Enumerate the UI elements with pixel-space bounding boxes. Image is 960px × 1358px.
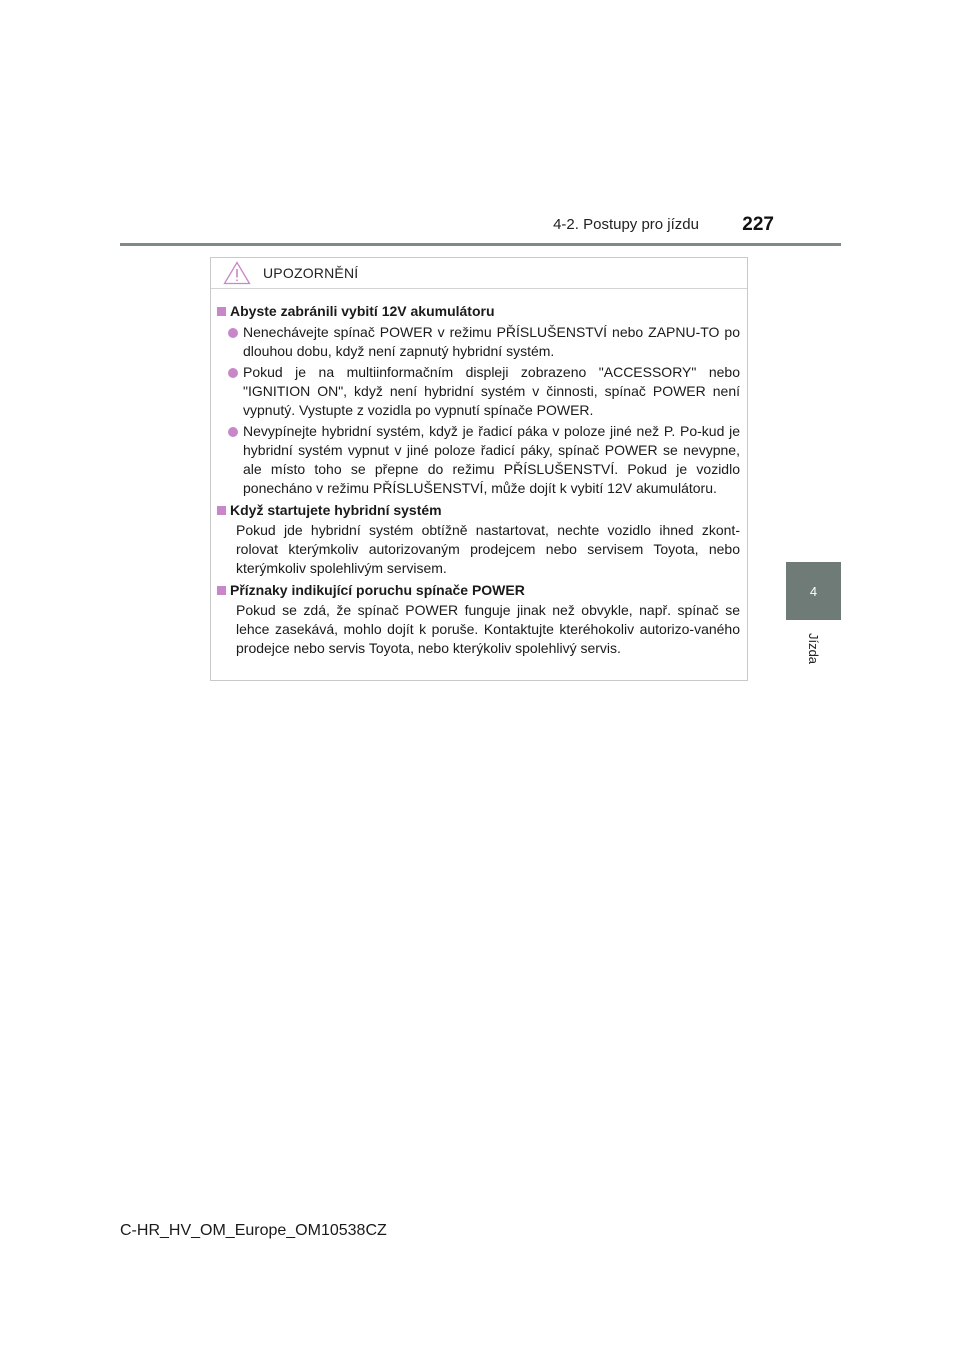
chapter-label-text: Jízda	[805, 632, 821, 664]
round-bullet-icon	[228, 328, 238, 338]
header-rule	[120, 243, 841, 246]
warning-body	[211, 289, 747, 658]
document-code: C-HR_HV_OM_Europe_OM10538CZ	[120, 1222, 387, 1239]
chapter-tab	[786, 562, 841, 620]
section-text: Pokud jde hybridní systém obtížně nastartovat, nechte vozidlo ihned zkont-rolovat kterýmkoliv autorizovaným prodejcem nebo servisem Toyota, nebo kterýmkoliv spolehlivým servisem.	[236, 522, 740, 576]
list-item: Nevypínejte hybridní systém, když je řadicí páka v poloze jiné než P. Po-kud je hybridní systém vypnut v jiné poloze řadicí páky, spínač POWER se nevypne, ale místo toho se přepne do režimu PŘÍSLUŠENSTVÍ. Pokud je vozidlo ponecháno v režimu PŘÍSLUŠENSTVÍ, může dojít k vybití 12V akumulátoru.	[217, 422, 740, 498]
chapter-label	[786, 618, 841, 678]
section-heading: Když startujete hybridní systém	[217, 501, 740, 520]
square-bullet-icon	[217, 307, 226, 316]
list-item: Pokud je na multiinformačním displeji zobrazeno "ACCESSORY" nebo "IGNITION ON", když není hybridní systém v činnosti, spínač POWER není vypnutý. Vystupte z vozidla po vypnutí spínače POWER.	[217, 363, 740, 420]
square-bullet-icon	[217, 586, 226, 595]
section-heading: Abyste zabránili vybití 12V akumulátoru	[217, 302, 740, 321]
section-starting	[217, 501, 740, 578]
page-number: 227	[742, 214, 774, 235]
section-text: Pokud se zdá, že spínač POWER funguje jinak než obvykle, např. spínač se lehce zasekává, mohlo dojít k poruše. Kontaktujte kteréhokoliv autorizo-vaného prodejce nebo servis Toyota, nebo kterýkoliv spolehlivý servis.	[236, 602, 740, 656]
round-bullet-icon	[228, 427, 238, 437]
round-bullet-icon	[228, 368, 238, 378]
warning-triangle-icon	[223, 261, 251, 285]
header-section-title: 4-2. Postupy pro jízdu	[553, 216, 699, 233]
section-malfunction	[217, 581, 740, 658]
list-item: Nenechávejte spínač POWER v režimu PŘÍSLUŠENSTVÍ nebo ZAPNU-TO po dlouhou dobu, když není zapnutý hybridní systém.	[217, 323, 740, 361]
warning-box	[210, 257, 748, 681]
warning-title: UPOZORNĚNÍ	[263, 265, 359, 281]
section-heading: Příznaky indikující poruchu spínače POWER	[217, 581, 740, 600]
square-bullet-icon	[217, 506, 226, 515]
chapter-number: 4	[809, 583, 818, 599]
section-battery	[217, 302, 740, 498]
warning-header	[211, 258, 747, 289]
